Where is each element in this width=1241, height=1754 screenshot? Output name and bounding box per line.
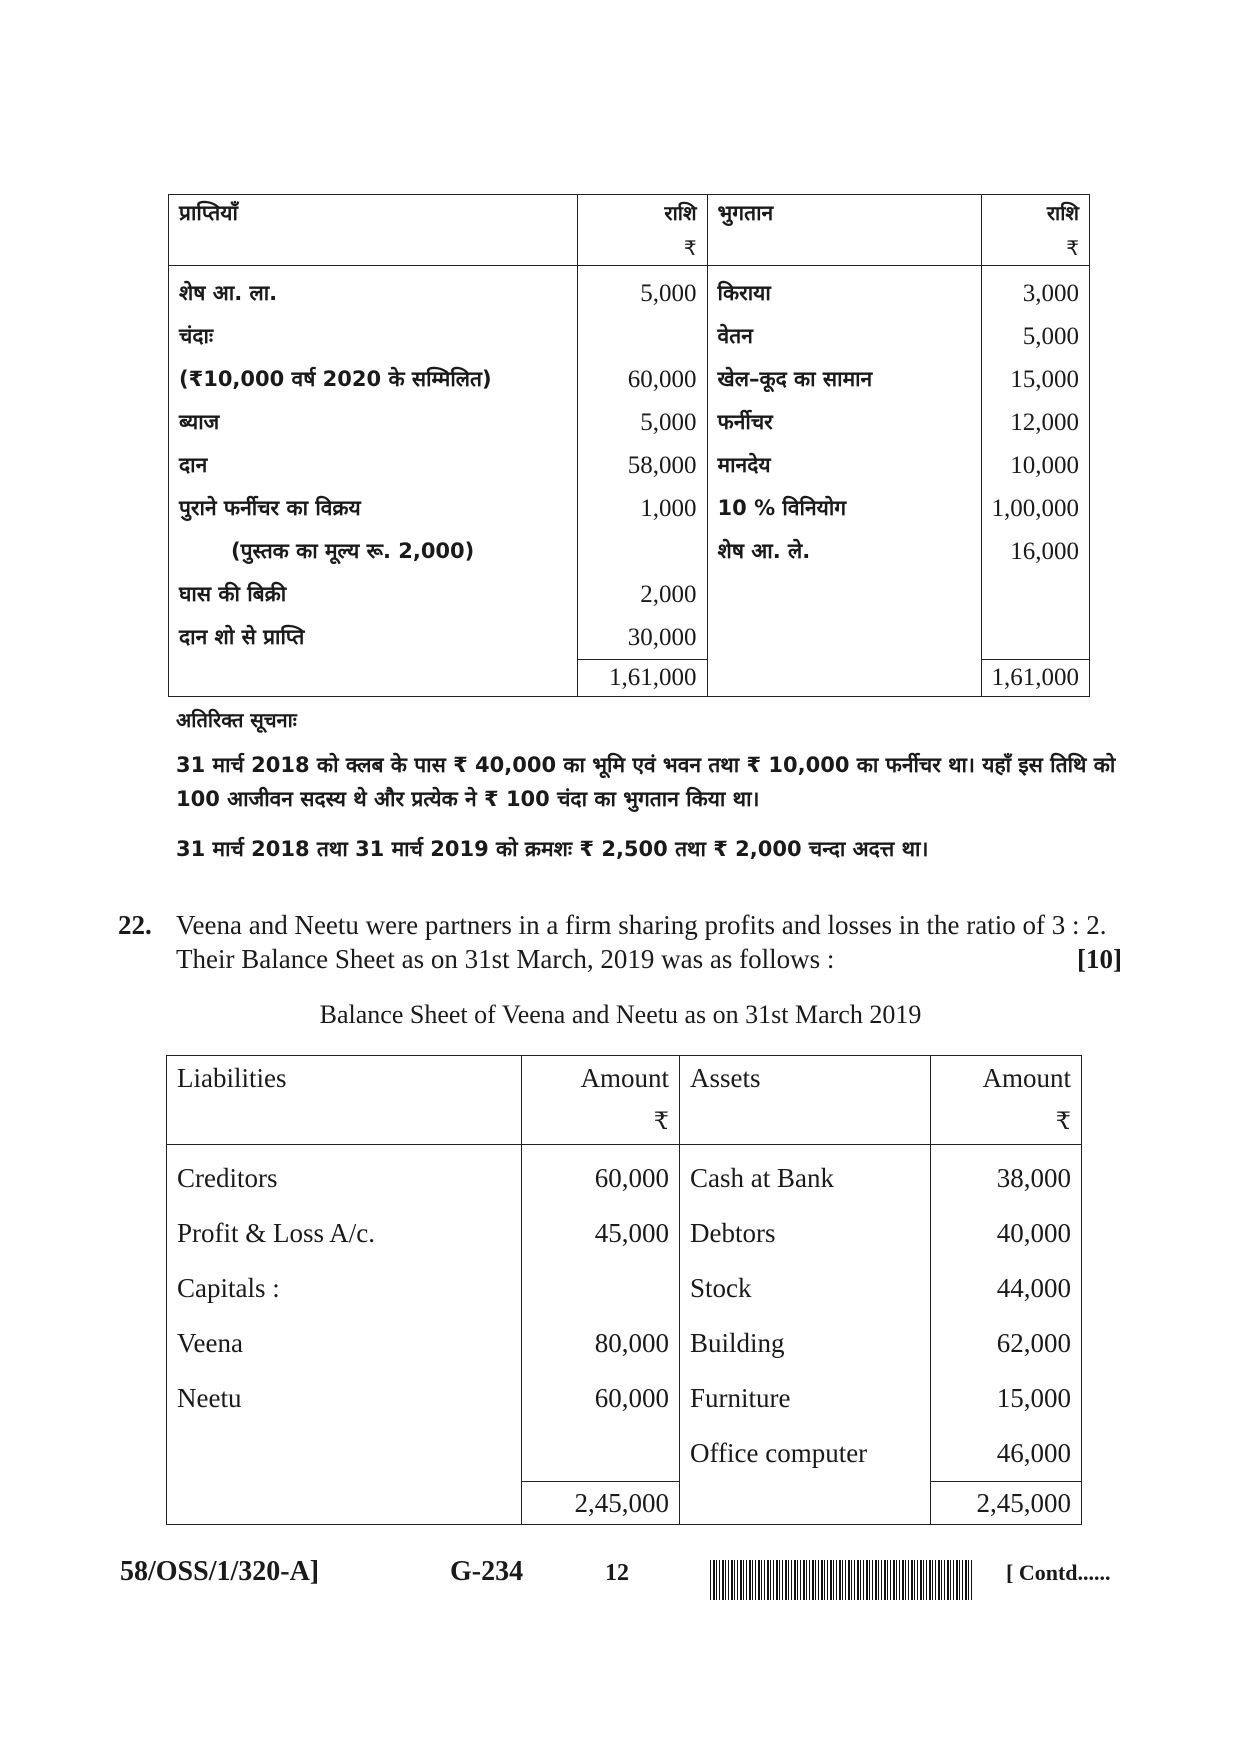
receipt-amount: 30,000: [577, 616, 707, 660]
question-marks: [10]: [1077, 944, 1122, 974]
payment-amount: [981, 573, 1090, 616]
asset-label: Building: [680, 1316, 931, 1371]
liability-label: Neetu: [167, 1371, 522, 1426]
assets-amount-header: Amount: [982, 1063, 1071, 1093]
asset-amount: 40,000: [996, 1218, 1071, 1248]
payment-label: वेतन: [707, 315, 981, 358]
payment-label: [707, 573, 981, 616]
payment-amount: 10,000: [1010, 452, 1079, 479]
question-number: 22.: [118, 910, 152, 940]
receipt-label: (पुस्तक का मूल्य रू. 2,000): [169, 530, 578, 573]
currency-symbol: ₹: [522, 1100, 680, 1145]
liability-amount: 80,000: [522, 1316, 680, 1371]
assets-header: Assets: [680, 1056, 931, 1101]
asset-label: Furniture: [680, 1371, 931, 1426]
question-text-block: [176, 908, 1122, 976]
liability-amount: 45,000: [522, 1206, 680, 1261]
table-row: [167, 1145, 1082, 1207]
payments-header: भुगतान: [707, 195, 981, 232]
payment-label: खेल–कूद का सामान: [707, 358, 981, 401]
receipt-label: ब्याज: [169, 401, 578, 444]
table-row: [169, 358, 1090, 401]
total-assets: 2,45,000: [931, 1482, 1082, 1525]
table-row: [169, 401, 1090, 444]
total-row: [167, 1482, 1082, 1525]
payment-amount: 12,000: [1010, 409, 1079, 436]
payment-amount: 16,000: [1010, 538, 1079, 565]
receipt-label: घास की बिक्री: [169, 573, 578, 616]
receipt-label: चंदाः: [169, 315, 578, 358]
question-text: Veena and Neetu were partners in a firm sharing profits and losses in the ratio of 3 : 2. Their Balance Sheet as on 31st March, 2019 was as follows :: [176, 910, 1107, 974]
receipt-label: शेष आ. ला.: [169, 266, 578, 316]
receipts-payments-table: [168, 194, 1090, 697]
receipt-label: दान शो से प्राप्ति: [169, 616, 578, 660]
payment-amount: 3,000: [1022, 280, 1079, 307]
payment-label: [707, 616, 981, 660]
receipt-amount: 60,000: [577, 358, 707, 401]
asset-label: Cash at Bank: [680, 1145, 931, 1207]
liabilities-header: Liabilities: [167, 1056, 522, 1101]
receipts-amount-header: राशि: [577, 195, 707, 232]
table-row: [169, 487, 1090, 530]
liability-label: Creditors: [167, 1145, 522, 1207]
payment-amount: [981, 616, 1090, 660]
asset-label: Debtors: [680, 1206, 931, 1261]
asset-amount: 38,000: [996, 1163, 1071, 1193]
liability-amount: [522, 1426, 680, 1482]
liability-label: [167, 1426, 522, 1482]
asset-amount: 46,000: [996, 1438, 1071, 1468]
table-row: [169, 444, 1090, 487]
continued-label: [ Contd......: [1006, 1560, 1111, 1585]
receipt-amount: 2,000: [577, 573, 707, 616]
liability-label: Veena: [167, 1316, 522, 1371]
payment-amount: 15,000: [1010, 366, 1079, 393]
receipt-amount: 5,000: [577, 401, 707, 444]
additional-info-para-1: 31 मार्च 2018 को क्लब के पास ₹ 40,000 का भूमि एवं भवन तथा ₹ 10,000 का फर्नीचर था। यहाँ इस तिथि को 100 आजीवन सदस्य थे और प्रत्येक ने ₹ 100 चंदा का भुगतान किया था।: [176, 753, 1116, 811]
payment-amount: 1,00,000: [991, 495, 1079, 522]
liability-amount: 60,000: [522, 1371, 680, 1426]
table-row: [167, 1426, 1082, 1482]
table-row: [169, 315, 1090, 358]
payment-label: फर्नीचर: [707, 401, 981, 444]
receipt-label: दान: [169, 444, 578, 487]
additional-info-para-2: 31 मार्च 2018 तथा 31 मार्च 2019 को क्रमशः ₹ 2,500 तथा ₹ 2,000 चन्दा अदत्त था।: [176, 837, 929, 861]
liabilities-amount-header: Amount: [522, 1056, 680, 1101]
receipt-label: पुराने फर्नीचर का विक्रय: [169, 487, 578, 530]
total-receipts: 1,61,000: [577, 660, 707, 697]
table-row: [169, 616, 1090, 660]
barcode-icon: [710, 1560, 974, 1600]
payment-label: किराया: [707, 266, 981, 316]
asset-amount: 44,000: [996, 1273, 1071, 1303]
receipt-amount: [577, 315, 707, 358]
paper-code: 58/OSS/1/320-A]: [120, 1556, 320, 1587]
table-row: [169, 573, 1090, 616]
receipt-amount: 58,000: [577, 444, 707, 487]
total-row: [169, 660, 1090, 697]
currency-symbol: ₹: [577, 231, 707, 266]
asset-amount: 15,000: [996, 1383, 1071, 1413]
page-number: 12: [605, 1560, 629, 1586]
asset-label: Office computer: [680, 1426, 931, 1482]
asset-amount: 62,000: [996, 1328, 1071, 1358]
payment-amount: 5,000: [1022, 323, 1079, 350]
total-liabilities: 2,45,000: [522, 1482, 680, 1525]
payment-label: शेष आ. ले.: [707, 530, 981, 573]
series-code: G-234: [450, 1556, 524, 1587]
payment-label: 10 % विनियोग: [707, 487, 981, 530]
table-row: [167, 1261, 1082, 1316]
currency-symbol: ₹: [931, 1100, 1082, 1145]
balance-sheet-caption: Balance Sheet of Veena and Neetu as on 31st March 2019: [319, 1000, 922, 1029]
receipt-amount: 5,000: [577, 266, 707, 316]
liability-label: Capitals :: [167, 1261, 522, 1316]
receipt-label: (₹10,000 वर्ष 2020 के सम्मिलित): [169, 358, 578, 401]
table-row: [167, 1316, 1082, 1371]
table-row: [167, 1206, 1082, 1261]
balance-sheet-table: [166, 1055, 1082, 1525]
receipts-header: प्राप्तियाँ: [169, 195, 578, 232]
asset-label: Stock: [680, 1261, 931, 1316]
receipt-amount: [577, 530, 707, 573]
liability-amount: 60,000: [522, 1145, 680, 1207]
receipt-amount: 1,000: [577, 487, 707, 530]
table-row: [167, 1371, 1082, 1426]
liability-label: Profit & Loss A/c.: [167, 1206, 522, 1261]
payment-label: मानदेय: [707, 444, 981, 487]
additional-info-heading: अतिरिक्त सूचनाः: [176, 708, 297, 732]
table-row: [169, 266, 1090, 316]
table-row: [169, 530, 1090, 573]
total-payments: 1,61,000: [981, 660, 1090, 697]
currency-symbol: ₹: [981, 231, 1090, 266]
payments-amount-header: राशि: [1046, 201, 1079, 225]
liability-amount: [522, 1261, 680, 1316]
